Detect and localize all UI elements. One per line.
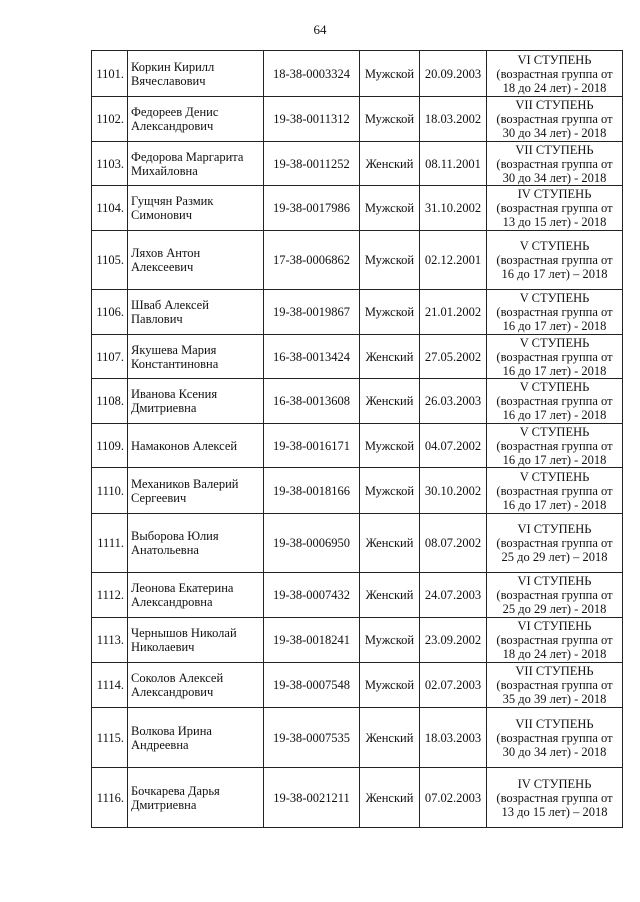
level xyxy=(487,97,623,142)
birth-date: 08.11.2001 xyxy=(420,142,487,186)
registration-id: 19-38-0007432 xyxy=(264,573,360,618)
gender: Мужской xyxy=(360,231,420,290)
name-line: Ляхов Антон xyxy=(131,246,201,260)
person-name xyxy=(128,97,264,142)
table-row xyxy=(92,186,623,231)
name-line: Анатольевна xyxy=(131,543,199,557)
name-line: Андреевна xyxy=(131,737,189,752)
row-number: 1104. xyxy=(92,186,128,231)
name-line: Леонова Екатерина xyxy=(131,581,234,595)
level-line: V СТУПЕНЬ xyxy=(519,469,590,484)
gender: Мужской xyxy=(360,468,420,514)
birth-date: 26.03.2003 xyxy=(420,379,487,424)
name-line: Федорова Маргарита xyxy=(131,149,244,164)
birth-date: 04.07.2002 xyxy=(420,424,487,468)
row-number: 1116. xyxy=(92,768,128,828)
person-name xyxy=(128,663,264,708)
level-line: (возрастная группа от xyxy=(496,112,613,126)
name-line: Александрович xyxy=(131,119,214,133)
person-name xyxy=(128,231,264,290)
birth-date: 30.10.2002 xyxy=(420,468,487,514)
gender: Мужской xyxy=(360,618,420,663)
level xyxy=(487,290,623,335)
name-line: Павлович xyxy=(131,312,183,326)
table-row xyxy=(92,768,623,828)
person-name xyxy=(128,335,264,379)
name-line: Якушева Мария xyxy=(131,342,217,357)
name-line: Чернышов Николай xyxy=(131,626,237,640)
level-line: 16 до 17 лет) - 2018 xyxy=(502,363,607,378)
gender: Мужской xyxy=(360,663,420,708)
table-row xyxy=(92,424,623,468)
person-name xyxy=(128,708,264,768)
registration-id: 19-38-0018241 xyxy=(264,618,360,663)
level-line: (возрастная группа от xyxy=(496,730,613,745)
gender: Мужской xyxy=(360,424,420,468)
level-line: (возрастная группа от xyxy=(496,201,613,215)
registration-id: 19-38-0011252 xyxy=(264,142,360,186)
level-line: (возрастная группа от xyxy=(496,536,613,550)
level-line: (возрастная группа от xyxy=(496,633,613,647)
level xyxy=(487,514,623,573)
level-line: VII СТУПЕНЬ xyxy=(515,98,594,112)
birth-date: 07.02.2003 xyxy=(420,768,487,828)
table-row xyxy=(92,708,623,768)
level xyxy=(487,618,623,663)
level xyxy=(487,142,623,186)
person-name xyxy=(128,768,264,828)
person-name xyxy=(128,468,264,514)
row-number: 1101. xyxy=(92,51,128,97)
gender: Женский xyxy=(360,335,420,379)
level-line: V СТУПЕНЬ xyxy=(519,380,590,394)
level-line: 16 до 17 лет) - 2018 xyxy=(502,452,607,467)
level xyxy=(487,663,623,708)
level-line: VI СТУПЕНЬ xyxy=(517,52,592,67)
row-number: 1108. xyxy=(92,379,128,424)
name-line: Алексеевич xyxy=(131,260,194,274)
birth-date: 18.03.2003 xyxy=(420,708,487,768)
level-line: V СТУПЕНЬ xyxy=(519,291,590,305)
person-name xyxy=(128,51,264,97)
name-line: Гущчян Размик xyxy=(131,194,214,208)
table-row xyxy=(92,618,623,663)
birth-date: 31.10.2002 xyxy=(420,186,487,231)
name-line: Дмитриевна xyxy=(131,797,197,812)
person-name xyxy=(128,514,264,573)
name-line: Выборова Юлия xyxy=(131,529,219,543)
level-line: (возрастная группа от xyxy=(496,790,613,805)
row-number: 1106. xyxy=(92,290,128,335)
person-name xyxy=(128,424,264,468)
level xyxy=(487,424,623,468)
level-line: (возрастная группа от xyxy=(496,305,613,319)
level-line: (возрастная группа от xyxy=(496,394,613,408)
level-line: IV СТУПЕНЬ xyxy=(517,776,592,791)
name-line: Механиков Валерий xyxy=(131,476,239,491)
birth-date: 27.05.2002 xyxy=(420,335,487,379)
table-row xyxy=(92,290,623,335)
level xyxy=(487,573,623,618)
registration-id: 19-38-0018166 xyxy=(264,468,360,514)
level-line: VI СТУПЕНЬ xyxy=(517,619,592,633)
level-line: 25 до 29 лет) – 2018 xyxy=(501,550,608,564)
records-body xyxy=(92,51,623,828)
registration-id: 19-38-0006950 xyxy=(264,514,360,573)
registration-id: 19-38-0016171 xyxy=(264,424,360,468)
level-line: 25 до 29 лет) - 2018 xyxy=(502,602,607,616)
table-row xyxy=(92,379,623,424)
level xyxy=(487,51,623,97)
level-line: 16 до 17 лет) – 2018 xyxy=(501,267,608,281)
person-name xyxy=(128,142,264,186)
birth-date: 21.01.2002 xyxy=(420,290,487,335)
level xyxy=(487,231,623,290)
person-name xyxy=(128,186,264,231)
name-line: Коркин Кирилл xyxy=(131,59,215,74)
name-line: Федореев Денис xyxy=(131,105,219,119)
name-line: Намаконов Алексей xyxy=(131,438,238,453)
row-number: 1115. xyxy=(92,708,128,768)
name-line: Сергеевич xyxy=(131,490,187,505)
registration-id: 19-38-0007548 xyxy=(264,663,360,708)
level-line: VII СТУПЕНЬ xyxy=(515,142,594,157)
gender: Женский xyxy=(360,142,420,186)
level-line: (возрастная группа от xyxy=(496,349,613,364)
gender: Мужской xyxy=(360,51,420,97)
level-line: 16 до 17 лет) - 2018 xyxy=(502,319,607,333)
table-row xyxy=(92,142,623,186)
level-line: 35 до 39 лет) - 2018 xyxy=(502,692,607,706)
name-line: Александровна xyxy=(131,595,213,609)
name-line: Соколов Алексей xyxy=(131,671,224,685)
table-row xyxy=(92,663,623,708)
level-line: (возрастная группа от xyxy=(496,253,613,267)
records-table xyxy=(91,50,623,828)
registration-id: 19-38-0019867 xyxy=(264,290,360,335)
level-line: VII СТУПЕНЬ xyxy=(515,716,594,731)
level-line: 16 до 17 лет) - 2018 xyxy=(502,408,607,422)
row-number: 1103. xyxy=(92,142,128,186)
level-line: V СТУПЕНЬ xyxy=(519,239,590,253)
table-row xyxy=(92,468,623,514)
person-name xyxy=(128,290,264,335)
name-line: Иванова Ксения xyxy=(131,387,218,401)
name-line: Шваб Алексей xyxy=(131,298,209,312)
table-row xyxy=(92,573,623,618)
gender: Мужской xyxy=(360,290,420,335)
gender: Женский xyxy=(360,708,420,768)
row-number: 1110. xyxy=(92,468,128,514)
registration-id: 19-38-0011312 xyxy=(264,97,360,142)
name-line: Бочкарева Дарья xyxy=(131,783,220,798)
registration-id: 18-38-0003324 xyxy=(264,51,360,97)
row-number: 1114. xyxy=(92,663,128,708)
row-number: 1111. xyxy=(92,514,128,573)
registration-id: 19-38-0017986 xyxy=(264,186,360,231)
level-line: (возрастная группа от xyxy=(496,156,613,171)
gender: Женский xyxy=(360,379,420,424)
level xyxy=(487,708,623,768)
birth-date: 08.07.2002 xyxy=(420,514,487,573)
birth-date: 20.09.2003 xyxy=(420,51,487,97)
birth-date: 23.09.2002 xyxy=(420,618,487,663)
level-line: 18 до 24 лет) - 2018 xyxy=(502,80,607,95)
level-line: 30 до 34 лет) - 2018 xyxy=(502,744,607,759)
table-row xyxy=(92,514,623,573)
person-name xyxy=(128,573,264,618)
level xyxy=(487,379,623,424)
name-line: Константиновна xyxy=(131,356,219,371)
level xyxy=(487,186,623,231)
level-line: (возрастная группа от xyxy=(496,483,613,498)
table-row xyxy=(92,335,623,379)
level-line: 13 до 15 лет) – 2018 xyxy=(501,804,608,819)
level xyxy=(487,768,623,828)
registration-id: 16-38-0013608 xyxy=(264,379,360,424)
registration-id: 19-38-0007535 xyxy=(264,708,360,768)
row-number: 1105. xyxy=(92,231,128,290)
level xyxy=(487,335,623,379)
gender: Мужской xyxy=(360,97,420,142)
gender: Женский xyxy=(360,768,420,828)
level-line: 13 до 15 лет) - 2018 xyxy=(502,215,607,229)
birth-date: 18.03.2002 xyxy=(420,97,487,142)
name-line: Симонович xyxy=(131,208,193,222)
registration-id: 19-38-0021211 xyxy=(264,768,360,828)
name-line: Александрович xyxy=(131,685,214,699)
page-number: 64 xyxy=(313,22,327,37)
level-line: IV СТУПЕНЬ xyxy=(517,187,592,201)
birth-date: 24.07.2003 xyxy=(420,573,487,618)
birth-date: 02.07.2003 xyxy=(420,663,487,708)
gender: Мужской xyxy=(360,186,420,231)
row-number: 1113. xyxy=(92,618,128,663)
level-line: (возрастная группа от xyxy=(496,588,613,602)
name-line: Николаевич xyxy=(131,640,195,654)
level-line: (возрастная группа от xyxy=(496,438,613,453)
gender: Женский xyxy=(360,514,420,573)
level-line: V СТУПЕНЬ xyxy=(519,424,590,439)
name-line: Михайловна xyxy=(131,163,198,178)
level-line: (возрастная группа от xyxy=(496,678,613,692)
level-line: VI СТУПЕНЬ xyxy=(517,522,592,536)
level-line: VI СТУПЕНЬ xyxy=(517,574,592,588)
table-row xyxy=(92,97,623,142)
row-number: 1102. xyxy=(92,97,128,142)
level-line: 30 до 34 лет) - 2018 xyxy=(502,170,607,185)
level-line: 16 до 17 лет) - 2018 xyxy=(502,497,607,512)
level-line: (возрастная группа от xyxy=(496,66,613,81)
registration-id: 17-38-0006862 xyxy=(264,231,360,290)
level xyxy=(487,468,623,514)
row-number: 1109. xyxy=(92,424,128,468)
table-row xyxy=(92,51,623,97)
name-line: Волкова Ирина xyxy=(131,723,212,738)
level-line: VII СТУПЕНЬ xyxy=(515,664,594,678)
registration-id: 16-38-0013424 xyxy=(264,335,360,379)
gender: Женский xyxy=(360,573,420,618)
row-number: 1112. xyxy=(92,573,128,618)
birth-date: 02.12.2001 xyxy=(420,231,487,290)
person-name xyxy=(128,379,264,424)
level-line: 18 до 24 лет) - 2018 xyxy=(502,647,607,661)
name-line: Дмитриевна xyxy=(131,401,197,415)
level-line: 30 до 34 лет) - 2018 xyxy=(502,126,607,140)
name-line: Вячеславович xyxy=(131,73,206,88)
row-number: 1107. xyxy=(92,335,128,379)
level-line: V СТУПЕНЬ xyxy=(519,335,590,350)
person-name xyxy=(128,618,264,663)
table-row xyxy=(92,231,623,290)
